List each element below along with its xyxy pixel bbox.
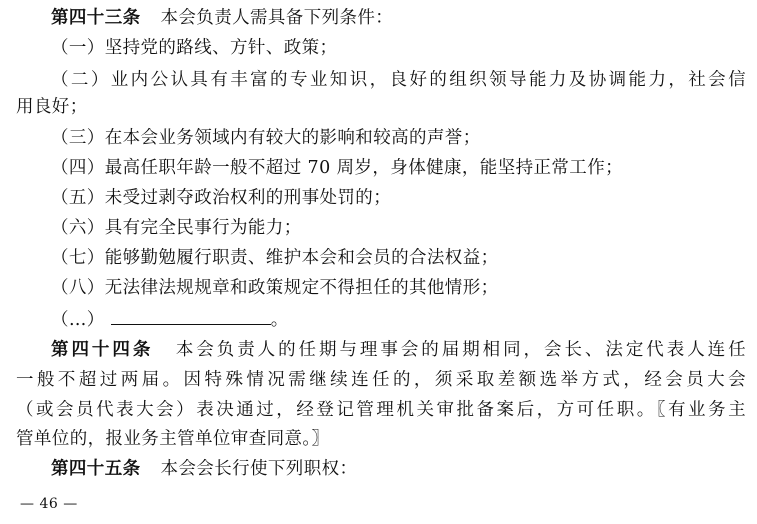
fill-in-blank (111, 307, 271, 325)
list-item-6: （六）具有完全民事行为能力； (51, 218, 302, 238)
article-45-label: 第四十五条 (51, 459, 141, 479)
list-item-blank (51, 307, 746, 331)
list-item-blank-label: （…） (51, 310, 105, 330)
article-45-heading (51, 458, 746, 480)
article-44-text-1: 本会负责人的任期与理事会的届期相同，会长、法定代表人连任 (173, 340, 747, 360)
article-43-text: 本会负责人需具备下列条件： (160, 8, 394, 28)
article-44-label: 第四十四条 (51, 340, 154, 360)
article-45-text: 本会会长行使下列职权： (160, 459, 358, 479)
list-item-1: （一）坚持党的路线、方针、政策； (51, 38, 338, 58)
list-item-2-continuation: 用良好； (16, 97, 88, 117)
list-item-7: （七）能够勤勉履行职责、维护本会和会员的合法权益； (51, 248, 499, 268)
article-44-line-4: 管单位的，报业务主管单位审查同意。〗 (16, 429, 330, 449)
article-44-line-2: 一般不超过两届。因特殊情况需继续连任的，须采取差额选举方式，经会员大会 (16, 370, 746, 390)
list-item-blank-end: 。 (270, 310, 289, 330)
article-43-heading (51, 7, 746, 29)
list-item-2: （二）业内公认具有丰富的专业知识，良好的组织领导能力及协调能力，社会信 (51, 70, 746, 90)
page-number: — 46 — (20, 496, 78, 512)
article-44-line-3: （或会员代表大会）表决通过，经登记管理机关审批备案后，方可任职。〖有业务主 (16, 400, 746, 420)
list-item-8: （八）无法律法规规章和政策规定不得担任的其他情形； (51, 278, 499, 298)
article-43-label: 第四十三条 (51, 8, 141, 28)
list-item-4: （四）最高任职年龄一般不超过 70 周岁，身体健康，能坚持正常工作； (51, 158, 623, 178)
list-item-3: （三）在本会业务领域内有较大的影响和较高的声誉； (51, 128, 481, 148)
article-44-line-1 (51, 339, 746, 361)
list-item-5: （五）未受过剥夺政治权利的刑事处罚的； (51, 188, 392, 208)
